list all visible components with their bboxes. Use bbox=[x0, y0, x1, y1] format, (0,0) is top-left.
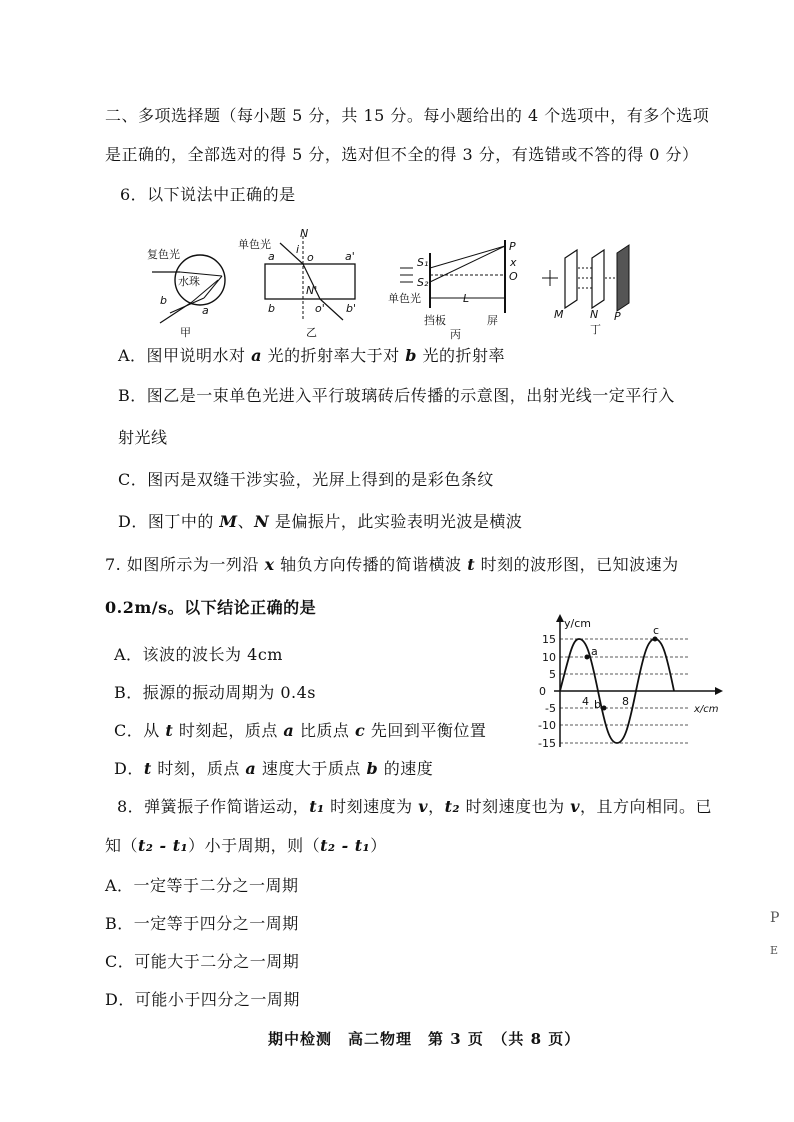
q7c-pre: C．从 bbox=[114, 721, 166, 740]
bing-ping-label: 屏 bbox=[487, 314, 498, 327]
q7-option-d bbox=[114, 759, 433, 779]
q6-stem: 6．以下说法中正确的是 bbox=[120, 185, 296, 204]
q7-stem-line1 bbox=[105, 555, 679, 575]
q7c-post: 先回到平衡位置 bbox=[365, 721, 487, 740]
q7c-mid2: 比质点 bbox=[294, 721, 355, 740]
q7-option-a: A．该波的波长为 4cm bbox=[114, 645, 283, 664]
q6d-var1: M bbox=[219, 512, 238, 531]
q7c-var1: t bbox=[165, 721, 174, 740]
bing-danseguang-label: 单色光 bbox=[388, 292, 421, 305]
bing-O-label: O bbox=[509, 270, 518, 283]
section-heading-line2: 是正确的，全部选对的得 5 分，选对但不全的得 3 分，有选错或不答的得 0 分） bbox=[105, 145, 699, 164]
q7c-mid: 时刻起，质点 bbox=[173, 721, 284, 740]
q6-option-b-line2: 射光线 bbox=[118, 428, 168, 447]
q7-stem-post: 时刻的波形图，已知波速为 bbox=[475, 555, 679, 574]
yi-bprime-label: b' bbox=[346, 302, 357, 315]
jia-a-label: a bbox=[202, 304, 209, 317]
q8-v2: v bbox=[570, 797, 580, 816]
wave-ytick: 0 bbox=[539, 685, 546, 698]
ding-P-label: P bbox=[614, 310, 621, 323]
q6a-mid: 光的折射率大于对 bbox=[262, 346, 406, 365]
yi-b-label: b bbox=[268, 302, 275, 315]
yi-i-label: i bbox=[296, 243, 300, 256]
q6-option-b-line1: B．图乙是一束单色光进入平行玻璃砖后传播的示意图，出射光线一定平行入 bbox=[118, 386, 675, 405]
q8-v: v bbox=[418, 797, 429, 816]
bing-x-label: x bbox=[510, 256, 517, 269]
wave-ytick: 5 bbox=[549, 668, 556, 681]
q8l2-b: t₂ - t₁ bbox=[320, 836, 371, 855]
wave-point-a: a bbox=[591, 645, 598, 658]
yi-Nprime-label: N' bbox=[306, 284, 318, 297]
q8-option-a: A．一定等于二分之一周期 bbox=[105, 876, 299, 895]
yi-caption: 乙 bbox=[306, 326, 317, 339]
yi-aprime-label: a' bbox=[345, 250, 355, 263]
wave-ytick: -5 bbox=[545, 702, 556, 715]
q7-stem-pre: 7. 如图所示为一列沿 bbox=[105, 555, 265, 574]
wave-ytick: 15 bbox=[542, 633, 556, 646]
q8l2-pre: 知（ bbox=[105, 836, 139, 855]
q8-pre: 8．弹簧振子作简谐运动， bbox=[117, 797, 310, 816]
q8-m2: ， bbox=[428, 797, 445, 816]
q8-option-d: D．可能小于四分之一周期 bbox=[105, 990, 300, 1009]
q6-option-a bbox=[118, 346, 505, 366]
q8-m3: 时刻速度也为 bbox=[460, 797, 571, 816]
figure-bing bbox=[388, 240, 518, 341]
edge-mark-2: E bbox=[770, 944, 779, 957]
wave-ytick: -10 bbox=[538, 719, 556, 732]
q6a-var2: b bbox=[405, 346, 417, 365]
q6a-pre: A．图甲说明水对 bbox=[118, 346, 252, 365]
q6a-post: 光的折射率 bbox=[416, 346, 505, 365]
wave-point-b: b bbox=[594, 698, 601, 711]
ding-caption: 丁 bbox=[590, 323, 601, 336]
q7-stem-line2: 0.2m/s。以下结论正确的是 bbox=[105, 598, 317, 617]
bing-S2-label: S₂ bbox=[417, 276, 429, 289]
q6-option-c: C．图丙是双缝干涉实验，光屏上得到的是彩色条纹 bbox=[118, 470, 494, 489]
q7-stem-mid: 轴负方向传播的简谐横波 bbox=[274, 555, 468, 574]
q8l2-post: ） bbox=[370, 836, 387, 855]
bing-dangban-label: 挡板 bbox=[424, 314, 446, 327]
q8-stem-line1 bbox=[117, 797, 712, 817]
ding-N-label: N bbox=[590, 308, 599, 321]
q8-option-b: B．一定等于四分之一周期 bbox=[105, 914, 299, 933]
figure-jia bbox=[147, 247, 225, 339]
wave-xtick: 8 bbox=[622, 695, 629, 708]
q6d-post: 是偏振片，此实验表明光波是横波 bbox=[269, 512, 523, 531]
q6-figures bbox=[130, 228, 650, 343]
q7d-mid: 时刻，质点 bbox=[151, 759, 246, 778]
wave-ytick: -15 bbox=[538, 737, 556, 750]
q7d-var1: t bbox=[143, 759, 152, 778]
q7-stem-var1: x bbox=[264, 555, 275, 574]
q8-option-c: C．可能大于二分之一周期 bbox=[105, 952, 300, 971]
q7d-var3: b bbox=[366, 759, 379, 778]
figure-yi bbox=[238, 228, 356, 339]
jia-caption: 甲 bbox=[180, 326, 191, 339]
q6a-var1: a bbox=[251, 346, 263, 365]
wave-point-c: c bbox=[653, 624, 660, 637]
bing-caption: 丙 bbox=[450, 328, 461, 341]
q8-t1: t₁ bbox=[309, 797, 325, 816]
q8-t2: t₂ bbox=[444, 797, 460, 816]
page-footer: 期中检测 高二物理 第 3 页 （共 8 页） bbox=[268, 1030, 581, 1048]
jia-b-label: b bbox=[160, 294, 167, 307]
bing-L-label: L bbox=[463, 292, 470, 305]
q8-post: ，且方向相同。已 bbox=[579, 797, 712, 816]
q8-m1: 时刻速度为 bbox=[324, 797, 419, 816]
q7-option-b: B．振源的振动周期为 0.4s bbox=[114, 683, 317, 702]
wave-xtick: 4 bbox=[582, 695, 589, 708]
wave-ylabel: y/cm bbox=[564, 617, 591, 630]
q7d-var2: a bbox=[245, 759, 257, 778]
wave-graph bbox=[520, 612, 750, 752]
q6d-mid: 、 bbox=[237, 512, 255, 531]
q8-stem-line2 bbox=[105, 836, 387, 856]
ding-M-label: M bbox=[554, 308, 564, 321]
wave-ytick: 10 bbox=[542, 651, 556, 664]
figure-ding bbox=[542, 245, 629, 336]
yi-o-label: o bbox=[307, 251, 314, 264]
q8l2-a: t₂ - t₁ bbox=[138, 836, 189, 855]
q7c-var3: c bbox=[354, 721, 366, 740]
q6d-pre: D．图丁中的 bbox=[118, 512, 220, 531]
q7d-post: 的速度 bbox=[378, 759, 434, 778]
wave-xlabel: x/cm bbox=[694, 704, 719, 715]
bing-P-label: P bbox=[509, 240, 516, 253]
edge-mark-1: P bbox=[770, 910, 780, 926]
yi-N-label: N bbox=[300, 228, 309, 240]
q7d-pre: D． bbox=[114, 759, 144, 778]
bing-S1-label: S₁ bbox=[417, 256, 429, 269]
yi-oprime-label: o' bbox=[315, 302, 325, 315]
jia-fuseguang-label: 复色光 bbox=[147, 248, 180, 261]
q8l2-mid: ）小于周期，则（ bbox=[188, 836, 321, 855]
yi-a-label: a bbox=[268, 250, 275, 263]
yi-danseguang-label: 单色光 bbox=[238, 238, 271, 251]
q7d-mid2: 速度大于质点 bbox=[256, 759, 367, 778]
q6-option-d bbox=[118, 512, 522, 532]
jia-shuizhu-label: 水珠 bbox=[178, 275, 200, 288]
section-heading-line1: 二、多项选择题（每小题 5 分，共 15 分。每小题给出的 4 个选项中，有多个选项 bbox=[105, 106, 710, 125]
q7-stem-var2: t bbox=[467, 555, 476, 574]
q7-option-c bbox=[114, 721, 486, 741]
q7c-var2: a bbox=[283, 721, 295, 740]
q6d-var2: N bbox=[254, 512, 270, 531]
